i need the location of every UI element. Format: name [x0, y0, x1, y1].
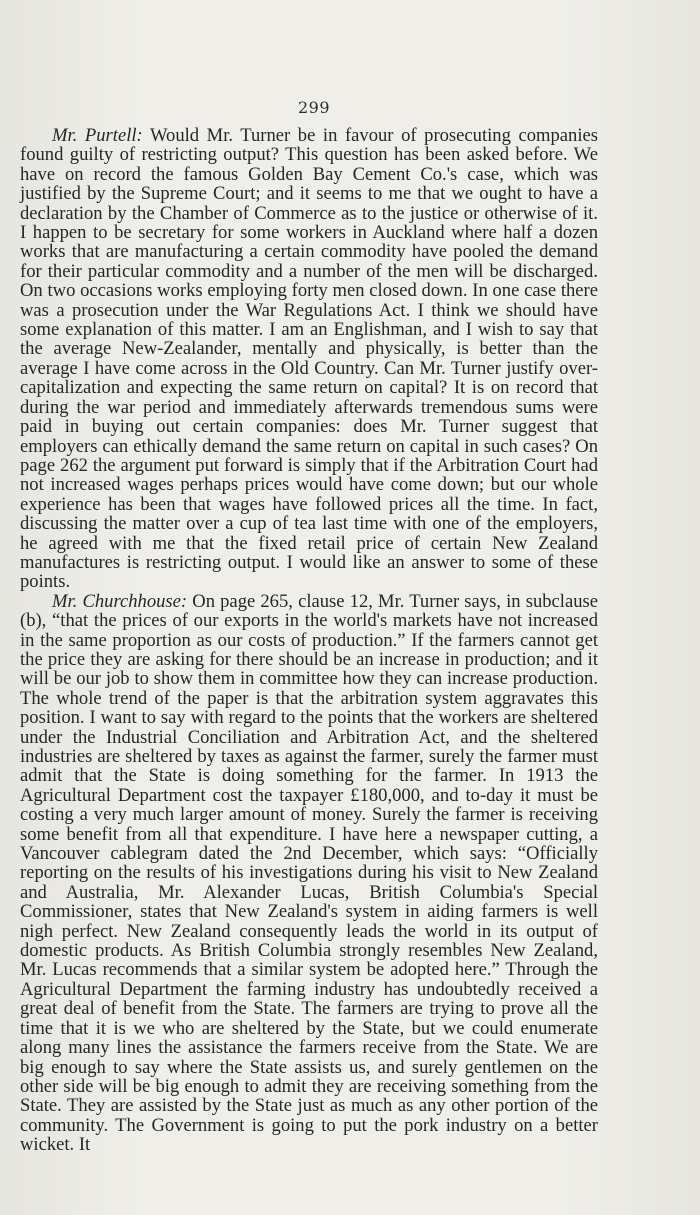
body-text — [20, 126, 598, 1155]
page-number: 299 — [297, 98, 331, 117]
paragraph-churchhouse — [20, 592, 598, 1155]
speaker-name: Mr. Purtell: — [52, 125, 143, 146]
paragraph-purtell — [20, 126, 598, 592]
paragraph-text: On page 265, clause 12, Mr. Turner says, in subclause (b), “that the prices of our exports in the world's markets have not increased in the same proportion as our costs of production.” If the farmers cannot get the price they are asking for there should be an increase in production; and it will be our job to show them in committee how they can increase production. The whole trend of the paper is that the arbitration system aggravates this position. I want to say with regard to the points that the workers are sheltered under the Industrial Conciliation and Arbitration Act, and the sheltered industries are sheltered by taxes as against the farmer, surely the farmer must admit that the State is doing something for the farmer. In 1913 the Agricultural Department cost the taxpayer £180,000, and to-day it must be costing a very much larger amount of money. Surely the farmer is receiving some benefit from all that expenditure. I have here a newspaper cutting, a Vancouver cablegram dated the 2nd December, which says: “Officially reporting on the results of his investigations during his visit to New Zealand and Australia, Mr. Alexander Lucas, British Columbia's Special Commissioner, states that New Zealand's system in aiding farmers is well nigh perfect. New Zealand consequently leads the world in its output of domestic products. As British Columbia strongly resembles New Zealand, Mr. Lucas recommends that a similar system be adopted here.” Through the Agricultural Department the farming industry has undoubtedly received a great deal of benefit from the State. The farmers are trying to prove all the time that it is we who are sheltered by the State, but we could enumerate along many lines the assistance the farmers receive from the State. We are big enough to say where the State assists us, and surely gentlemen on the other side will be big enough to admit they are receiving something from the State. They are assisted by the State just as much as any other portion of the community. The Government is going to put the pork industry on a better wicket. It — [20, 590, 598, 1156]
paragraph-text: Would Mr. Turner be in favour of prosecuting companies found guilty of restricting output? This question has been asked before. We have on record the famous Golden Bay Cement Co.'s case, which was justified by the Supreme Court; and it seems to me that we ought to have a declaration by the Chamber of Commerce as to the justice or otherwise of it. I happen to be secretary for some workers in Auckland where half a dozen works that are manufacturing a certain commodity have pooled the demand for their particular commodity and a number of the men will be discharged. On two occasions works employing forty men closed down. In one case there was a prosecution under the War Regulations Act. I think we should have some explanation of this matter. I am an Englishman, and I wish to say that the average New-Zealander, mentally and physically, is better than the average I have come across in the Old Country. Can Mr. Turner justify over-capitalization and expecting the same return on capital? It is on record that during the war period and immediately afterwards tremendous sums were paid in buying out certain companies: does Mr. Turner suggest that employers can ethically demand the same return on capital in such cases? On page 262 the argument put forward is simply that if the Arbitration Court had not increased wages perhaps prices would have come down; but our whole experience has been that wages have followed prices all the time. In fact, discussing the matter over a cup of tea last time with one of the employers, he agreed with me that the fixed retail price of certain New Zealand manufactures is restricting output. I would like an answer to some of these points. — [20, 125, 598, 593]
speaker-name: Mr. Churchhouse: — [52, 590, 188, 612]
